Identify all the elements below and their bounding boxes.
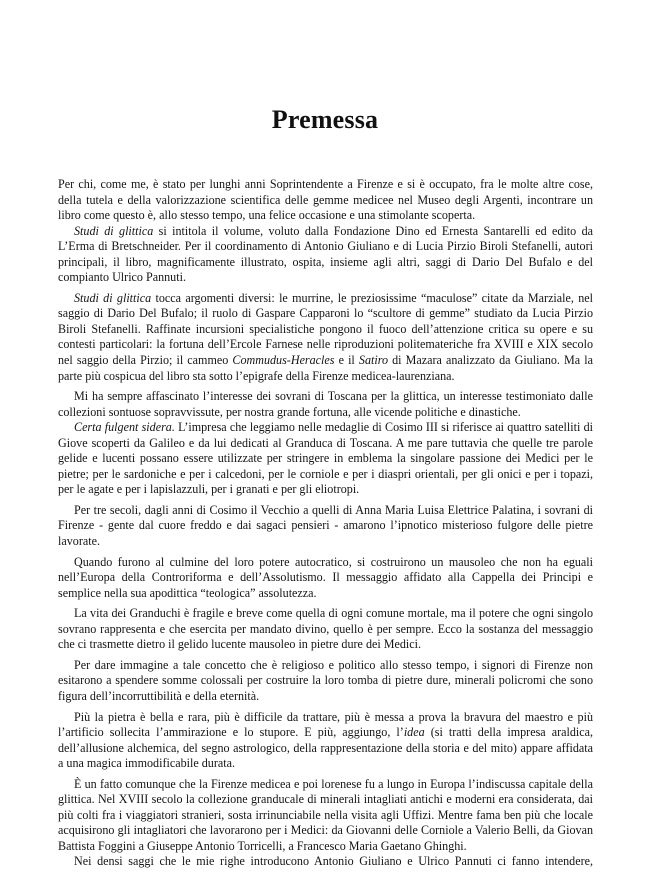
text-run: Per chi, come me, è stato per lunghi anni Soprintendente a Firenze e si è occupato, fra le molte altre cose, della tutela e della valorizzazione scientifica delle gemme medicee nel Museo degli Argenti, incontrare un libro come questo è, allo stesso tempo, una felice occasione e una stimolante scoperta. xyxy=(58,177,593,223)
text-run: (si tratti della impresa araldica, dell’allusione alchemica, del segno astrologico, della rappresentazione della storia e del mito) appare affidata a una magica immodificabile durata. xyxy=(58,725,594,771)
paragraph xyxy=(58,555,593,602)
paragraph xyxy=(58,420,593,498)
italic-text: Studi di glittica xyxy=(74,223,154,238)
text-run: È un fatto comunque che la Firenze medicea e poi lorenese fu a lungo in Europa l’indiscussa capitale della glittica. Nel XVIII secolo la collezione granducale di minerali intagliati antichi e moderni era considerata, dai più colti fra i viaggiatori stranieri, sosta irrinunciabile nella visita agli Uffizi. Mentre fama ben più che locale acquisirono gli intagliatori che lavorarono per i Medici: da Giovanni delle Corniole a Valerio Belli, da Giovan Battista Foggini a Giuseppe Antonio Torricelli, a Francesco Maria Gaetano Ghinghi. xyxy=(58,776,593,853)
text-run: La vita dei Granduchi è fragile e breve come quella di ogni comune mortale, ma il potere che ogni singolo sovrano rappresenta e che esercita per mandato divino, quello è per sempre. Ecco la sostanza del messaggio che ci trasmette dietro il gelido lucente mausoleo in pietre dure dei Medici. xyxy=(58,606,593,652)
body-text xyxy=(58,177,593,870)
text-run: si intitola il volume, voluto dalla Fondazione Dino ed Ernesta Santarelli ed edito da L’Erma di Bretschneider. Per il coordinamento di Antonio Giuliano e di Lucia Pirzio Biroli Stefanelli, autori principali, il libro, magnificamente illustrato, ospita, insieme agli altri, saggi di Dario Del Bufalo e del compianto Ulrico Pannuti. xyxy=(58,223,594,285)
paragraph xyxy=(58,658,593,705)
text-run: Quando furono al culmine del loro potere autocratico, si costruirono un mausoleo che non ha eguali nell’Europa della Controriforma e dell’Assolutismo. Il messaggio affidato alla Cappella dei Principi e semplice nella sua apodittica “teologica” assolutezza. xyxy=(58,554,593,600)
paragraph xyxy=(58,291,593,384)
text-run: di Mazara analizzato da Giuliano. Ma la parte più cospicua del libro sta sotto l’epigrafe della Firenze medicea-laurenziana. xyxy=(58,353,593,383)
italic-text: Commudus-Heracles xyxy=(232,353,335,368)
italic-text: Satiro xyxy=(358,353,389,368)
text-run: Più la pietra è bella e rara, più è difficile da trattare, più è messa a prova la bravura del maestro e più l’artificio sollecita l’ammirazione e lo stupore. E più, aggiungo, l’ xyxy=(58,709,593,740)
text-run: e il xyxy=(334,353,359,368)
paragraph xyxy=(58,389,593,420)
paragraph xyxy=(58,177,593,224)
paragraph xyxy=(58,503,593,550)
paragraph xyxy=(58,777,593,855)
text-run: Mi ha sempre affascinato l’interesse dei sovrani di Toscana per la glittica, un interesse testimoniato dalle collezioni sontuose sopravvissute, per nostra grande fortuna, alle vicende politiche e dinastiche. xyxy=(58,389,593,419)
paragraph xyxy=(58,854,593,870)
italic-text: idea xyxy=(403,725,425,740)
paragraph xyxy=(58,606,593,653)
italic-text: Certa fulgent sidera. xyxy=(74,420,175,435)
text-run: L’impresa che leggiamo nelle medaglie di Cosimo III si riferisce ai quattro satelliti di Giove scoperti da Galileo e da lui dedicati al Granduca di Toscana. A me pare tuttavia che quelle tre parole gelide e lucenti possano essere utilizzate per stringere in emblema la singolare passione dei Medici per le pietre; per le sardoniche e per i calcedoni, per le corniole e per i diaspri orientali, per gli onici e per i topazi, per le agate e per i lapislazzuli, per i granati e per gli eliotropi. xyxy=(58,420,593,497)
page-title: Premessa xyxy=(271,105,379,135)
paragraph xyxy=(58,710,593,772)
text-run: Per dare immagine a tale concetto che è religioso e politico allo stesso tempo, i signori di Firenze non esitarono a spendere somme colossali per costruire la loro tomba di pietre dure, minerali policromi che sono figura dell’incorruttibilità e della eternità. xyxy=(58,657,593,703)
text-run: Per tre secoli, dagli anni di Cosimo il Vecchio a quelli di Anna Maria Luisa Elettrice Palatina, i sovrani di Firenze - gente dal cuore freddo e dai sagaci pensieri - amarono l’ipnotico misterioso fulgore delle pietre lavorate. xyxy=(58,502,593,549)
paragraph xyxy=(58,224,593,286)
text-run: Nei densi saggi che le mie righe introducono Antonio Giuliano e Ulrico Pannuti ci fanno intendere, xyxy=(74,854,593,869)
italic-text: Studi di glittica xyxy=(74,290,152,305)
text-run: tocca argomenti diversi: le murrine, le preziosissime “maculose” citate da Marziale, nel saggio di Dario Del Bufalo; il ruolo di Gaspare Capparoni lo “scultore di gemme” studiato da Lucia Pirzio Biroli Stefanelli. Raffinate incursioni specialistiche pongono il fuoco dell’attenzione critica su opere e su contesti particolari: la fortuna dell’Ercole Farnese nelle riproduzioni politemateriche fra XVIII e XIX secolo nel saggio della Pirzio; il cammeo xyxy=(58,290,594,368)
